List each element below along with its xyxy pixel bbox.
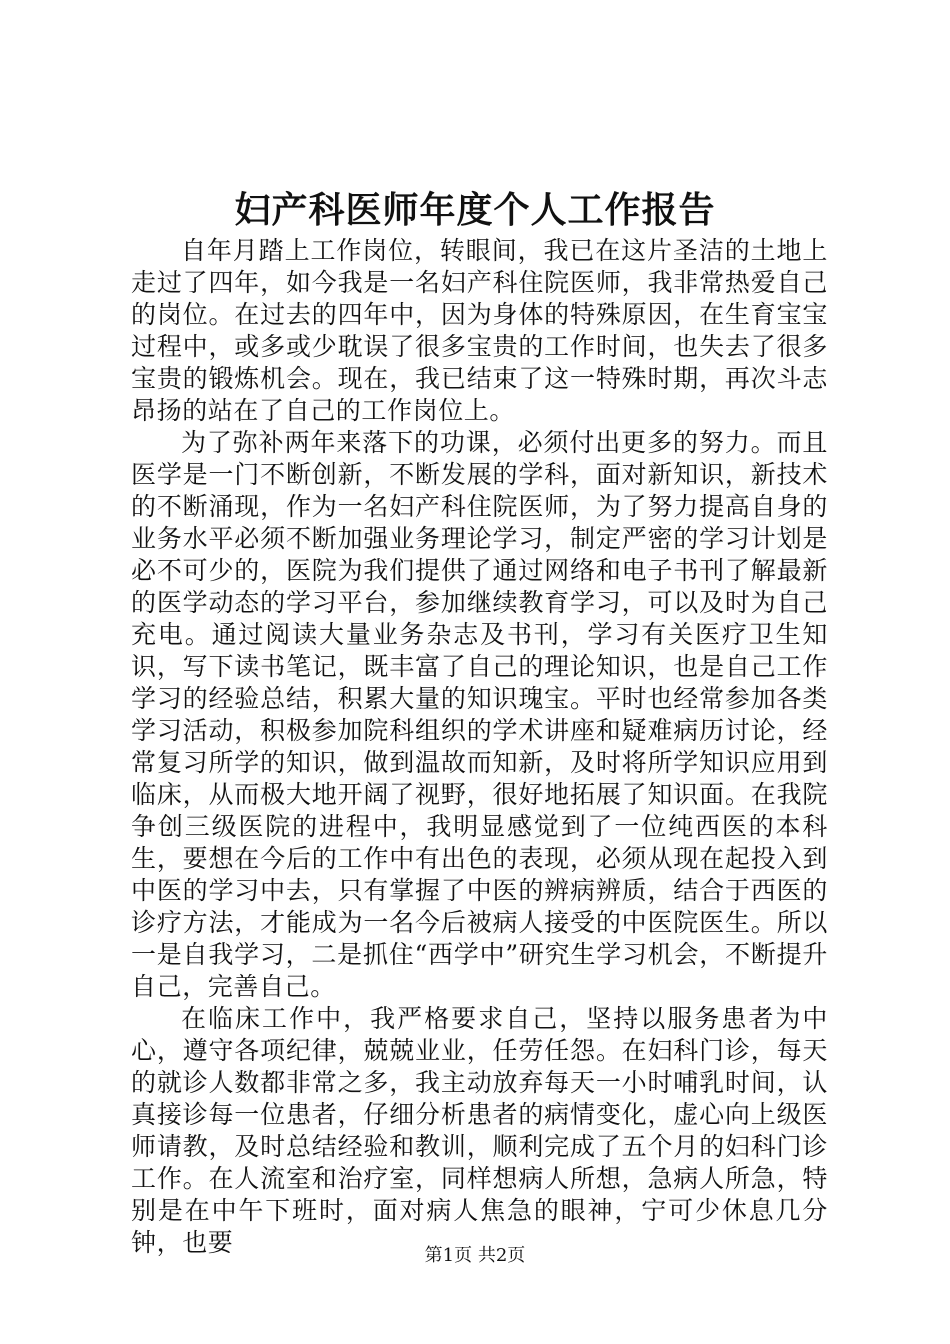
paragraph-1: 自年月踏上工作岗位，转眼间，我已在这片圣洁的土地上走过了四年，如今我是一名妇产科住院医师，我非常热爱自己的岗位。在过去的四年中，因为身体的特殊原因，在生育宝宝过程中，或多或少耽误了很多宝贵的工作时间，也失去了很多宝贵的锻炼机会。现在，我已结束了这一特殊时期，再次斗志昂扬的站在了自己的工作岗位上。 [131, 236, 828, 425]
page-number-footer: 第1页 共2页 [424, 1245, 526, 1266]
paragraph-2: 为了弥补两年来落下的功课，必须付出更多的努力。而且医学是一门不断创新，不断发展的学科，面对新知识，新技术的不断涌现，作为一名妇产科住院医师，为了努力提高自身的业务水平必须不断加强业务理论学习，制定严密的学习计划是必不可少的，医院为我们提供了通过网络和电子书刊了解最新的医学动态的学习平台，参加继续教育学习，可以及时为自己充电。通过阅读大量业务杂志及书刊，学习有关医疗卫生知识，写下读书笔记，既丰富了自己的理论知识，也是自己工作学习的经验总结，积累大量的知识瑰宝。平时也经常参加各类学习活动，积极参加院科组织的学术讲座和疑难病历讨论，经常复习所学的知识，做到温故而知新，及时将所学知识应用到临床，从而极大地开阔了视野，很好地拓展了知识面。在我院争创三级医院的进程中，我明显感觉到了一位纯西医的本科生，要想在今后的工作中有出色的表现，必须从现在起投入到中医的学习中去，只有掌握了中医的辨病辨质，结合于西医的诊疗方法，才能成为一名今后被病人接受的中医院医生。所以一是自我学习，二是抓住“西学中”研究生学习机会，不断提升自己，完善自己。 [131, 428, 828, 1001]
document-title: 妇产科医师年度个人工作报告 [234, 189, 716, 231]
document-body [131, 235, 828, 1259]
paragraph-3: 在临床工作中，我严格要求自己，坚持以服务患者为中心，遵守各项纪律，兢兢业业，任劳任怨。在妇科门诊，每天的就诊人数都非常之多，我主动放弃每天一小时哺乳时间，认真接诊每一位患者，仔细分析患者的病情变化，虚心向上级医师请教，及时总结经验和教训，顺利完成了五个月的妇科门诊工作。在人流室和治疗室，同样想病人所想，急病人所急，特别是在中午下班时，面对病人焦急的眼神，宁可少休息几分钟，也要 [131, 1004, 828, 1257]
